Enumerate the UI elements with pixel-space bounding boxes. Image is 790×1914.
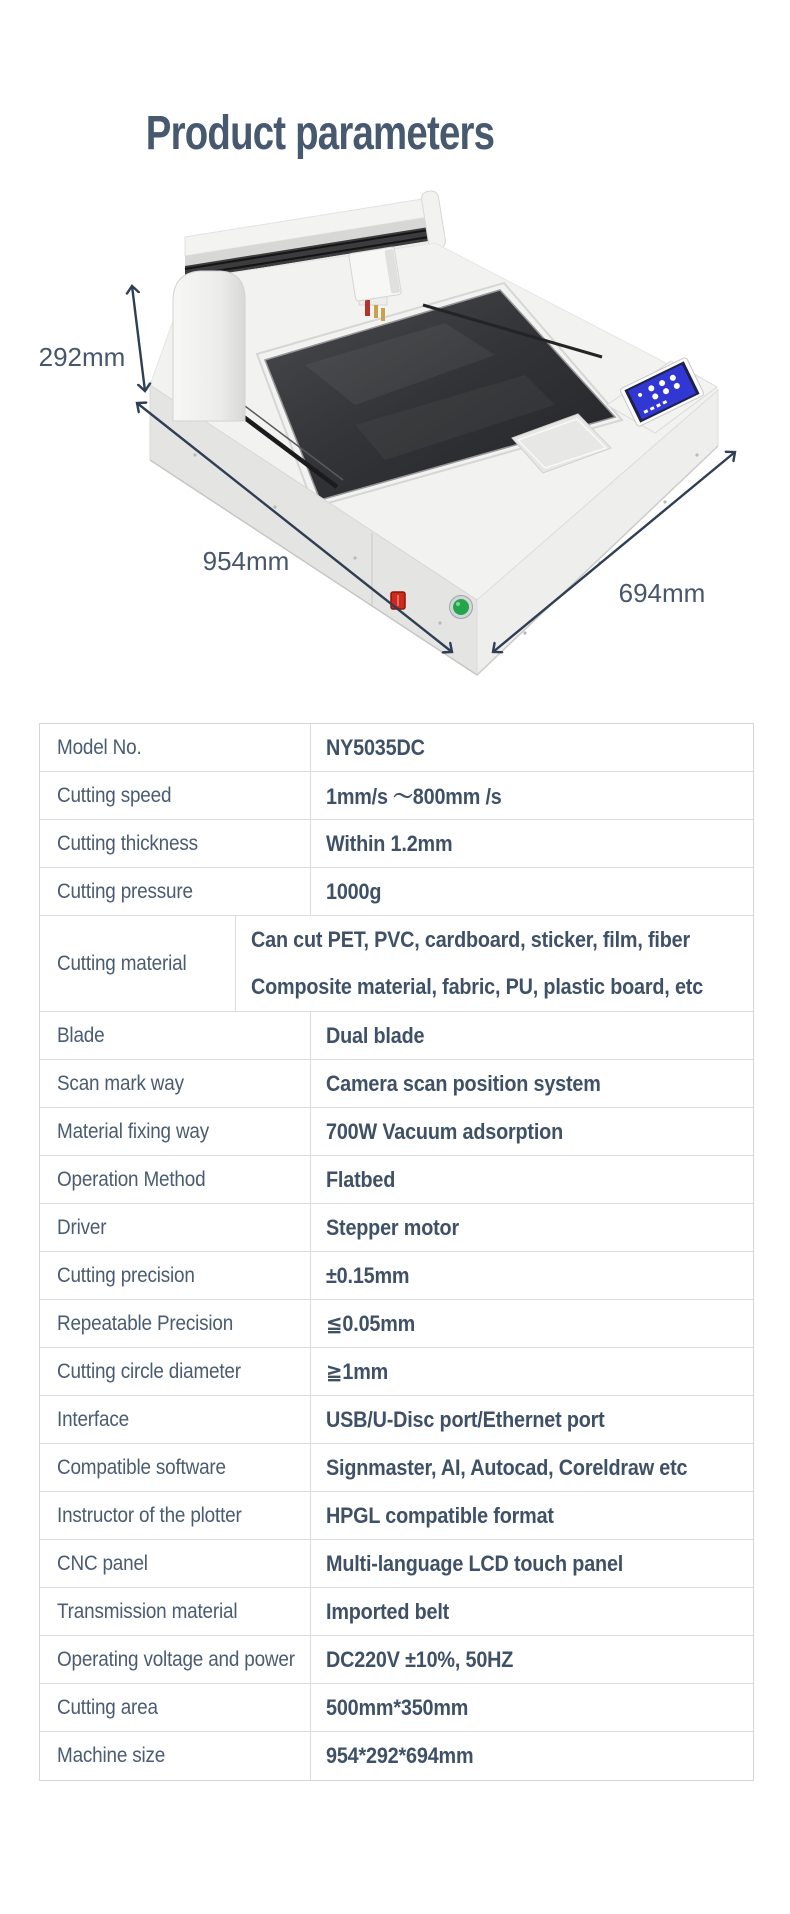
- spec-label-text: Cutting precision: [57, 1263, 195, 1287]
- spec-value-line: [326, 724, 753, 771]
- spec-row: [40, 1300, 753, 1348]
- spec-value-text: 1000g: [326, 878, 382, 904]
- spec-label: [40, 1588, 311, 1635]
- power-button-green: [450, 596, 473, 619]
- spec-label: [40, 1396, 311, 1443]
- spec-label-text: Repeatable Precision: [57, 1311, 234, 1335]
- spec-label: [40, 868, 311, 915]
- spec-label: [40, 1060, 311, 1107]
- spec-row: [40, 1156, 753, 1204]
- spec-value-line: [326, 1108, 753, 1155]
- spec-value: [311, 1108, 753, 1155]
- spec-value-line: [326, 1252, 753, 1299]
- spec-label-text: Instructor of the plotter: [57, 1503, 242, 1527]
- spec-label-text: Driver: [57, 1215, 107, 1239]
- spec-label-text: CNC panel: [57, 1551, 148, 1575]
- spec-value: [311, 1156, 753, 1203]
- spec-value: [311, 724, 753, 771]
- spec-label: [40, 1204, 311, 1251]
- spec-label-text: Interface: [57, 1407, 129, 1431]
- spec-value-line: [326, 1300, 753, 1347]
- spec-value: [311, 1540, 753, 1587]
- spec-value-text: HPGL compatible format: [326, 1502, 554, 1528]
- spec-value: [311, 1204, 753, 1251]
- spec-label-text: Cutting material: [57, 951, 187, 975]
- spec-value-text: Within 1.2mm: [326, 830, 453, 856]
- spec-row: [40, 1588, 753, 1636]
- spec-label: [40, 724, 311, 771]
- spec-row: [40, 1684, 753, 1732]
- spec-value-text: Imported belt: [326, 1598, 450, 1624]
- spec-label-text: Cutting thickness: [57, 831, 198, 855]
- spec-value-text: 700W Vacuum adsorption: [326, 1118, 563, 1144]
- spec-value-text: Composite material, fabric, PU, plastic board, etc: [250, 974, 703, 1000]
- left-tower: [173, 271, 245, 421]
- spec-value-text: Signmaster, AI, Autocad, Coreldraw etc: [326, 1454, 688, 1480]
- spec-label-text: Transmission material: [57, 1599, 238, 1623]
- spec-value-line: [326, 1012, 753, 1059]
- spec-row: [40, 1732, 753, 1780]
- spec-value-line: [326, 772, 753, 819]
- spec-label-text: Compatible software: [57, 1455, 226, 1479]
- spec-value-text: USB/U-Disc port/Ethernet port: [326, 1406, 605, 1432]
- spec-value-line: [326, 1396, 753, 1443]
- spec-row: [40, 1012, 753, 1060]
- spec-value-text: DC220V ±10%, 50HZ: [326, 1646, 514, 1672]
- spec-label: [40, 1156, 311, 1203]
- depth-dim-label: 694mm: [618, 578, 706, 608]
- spec-value: [311, 1636, 753, 1683]
- spec-label: [40, 820, 311, 867]
- spec-value-line: [326, 1156, 753, 1203]
- spec-value-line: [251, 916, 753, 964]
- spec-label: [40, 1684, 311, 1731]
- spec-value-text: ±0.15mm: [326, 1262, 410, 1288]
- spec-value-text: Can cut PET, PVC, cardboard, sticker, film, fiber: [250, 926, 690, 952]
- spec-value-text: Dual blade: [326, 1022, 425, 1048]
- product-figure: [25, 155, 745, 685]
- spec-value-text: Multi-language LCD touch panel: [326, 1550, 624, 1576]
- spec-value-text: Camera scan position system: [326, 1070, 601, 1096]
- spec-label-text: Cutting circle diameter: [57, 1359, 241, 1383]
- spec-label-text: Operating voltage and power: [57, 1647, 295, 1671]
- spec-value-line: [326, 1444, 753, 1491]
- spec-value-text: 1mm/s ～800mm /s: [326, 784, 502, 809]
- spec-value-line: [326, 1204, 753, 1251]
- spec-row: [40, 820, 753, 868]
- spec-value-text: Flatbed: [326, 1166, 396, 1192]
- spec-value-text: NY5035DC: [326, 734, 425, 760]
- spec-value-line: [251, 964, 753, 1012]
- spec-value: [311, 1300, 753, 1347]
- spec-row: [40, 868, 753, 916]
- spec-value: [311, 868, 753, 915]
- spec-value: [311, 1444, 753, 1491]
- spec-label-text: Scan mark way: [57, 1071, 184, 1095]
- spec-value-line: [326, 1684, 753, 1731]
- spec-value: [311, 1588, 753, 1635]
- spec-value-line: [326, 1540, 753, 1587]
- spec-value-text: 500mm*350mm: [326, 1694, 469, 1720]
- spec-value-line: [326, 1636, 753, 1683]
- spec-row: [40, 724, 753, 772]
- spec-value: [311, 1396, 753, 1443]
- spec-row: [40, 1204, 753, 1252]
- spec-label: [40, 1636, 311, 1683]
- spec-row: [40, 1108, 753, 1156]
- spec-value-line: [326, 1060, 753, 1107]
- spec-label-text: Cutting pressure: [57, 879, 193, 903]
- spec-row: [40, 1348, 753, 1396]
- spec-label-text: Operation Method: [57, 1167, 206, 1191]
- spec-label-text: Material fixing way: [57, 1119, 210, 1143]
- spec-label: [40, 1492, 311, 1539]
- spec-value-text: Stepper motor: [326, 1214, 459, 1240]
- spec-table: [39, 723, 754, 1781]
- height-dim-arrow: [132, 286, 145, 391]
- spec-row: [40, 916, 753, 1012]
- spec-label-text: Machine size: [57, 1744, 166, 1767]
- spec-label-text: Blade: [57, 1023, 105, 1047]
- spec-value-line: [326, 1348, 753, 1395]
- spec-row: [40, 1492, 753, 1540]
- spec-value: [311, 772, 753, 819]
- spec-value: [311, 1684, 753, 1731]
- spec-value: [311, 1252, 753, 1299]
- spec-value-line: [326, 1732, 753, 1780]
- blade-holder-red: [365, 300, 370, 316]
- spec-value: [311, 820, 753, 867]
- machine-illustration: [25, 155, 745, 685]
- spec-label-text: Cutting area: [57, 1695, 158, 1719]
- spec-label-text: Cutting speed: [57, 783, 172, 807]
- height-dim-label: 292mm: [38, 342, 126, 372]
- width-dim-label: 954mm: [202, 546, 290, 576]
- spec-row: [40, 1252, 753, 1300]
- spec-value-line: [326, 868, 753, 915]
- spec-value: [236, 916, 753, 1011]
- spec-value: [311, 1348, 753, 1395]
- spec-label: [40, 1252, 311, 1299]
- spec-label-text: Model No.: [57, 735, 142, 759]
- spec-label: [40, 1108, 311, 1155]
- spec-value-line: [326, 820, 753, 867]
- spec-label: [40, 1300, 311, 1347]
- spec-label: [40, 772, 311, 819]
- spec-label: [40, 1012, 311, 1059]
- spec-value-text: ≧1mm: [326, 1358, 389, 1384]
- page-title: Product parameters: [145, 107, 495, 161]
- spec-value: [311, 1060, 753, 1107]
- spec-row: [40, 1636, 753, 1684]
- spec-value-text: 954*292*694mm: [326, 1743, 474, 1768]
- spec-label: [40, 1540, 311, 1587]
- spec-row: [40, 1060, 753, 1108]
- spec-label: [40, 916, 236, 1011]
- spec-value: [311, 1732, 753, 1780]
- spec-row: [40, 772, 753, 820]
- spec-row: [40, 1444, 753, 1492]
- spec-value-text: ≦0.05mm: [326, 1310, 416, 1336]
- spec-value: [311, 1492, 753, 1539]
- spec-row: [40, 1396, 753, 1444]
- spec-label: [40, 1348, 311, 1395]
- spec-row: [40, 1540, 753, 1588]
- spec-value: [311, 1012, 753, 1059]
- spec-label: [40, 1732, 311, 1780]
- spec-value-line: [326, 1492, 753, 1539]
- spec-value-line: [326, 1588, 753, 1635]
- spec-label: [40, 1444, 311, 1491]
